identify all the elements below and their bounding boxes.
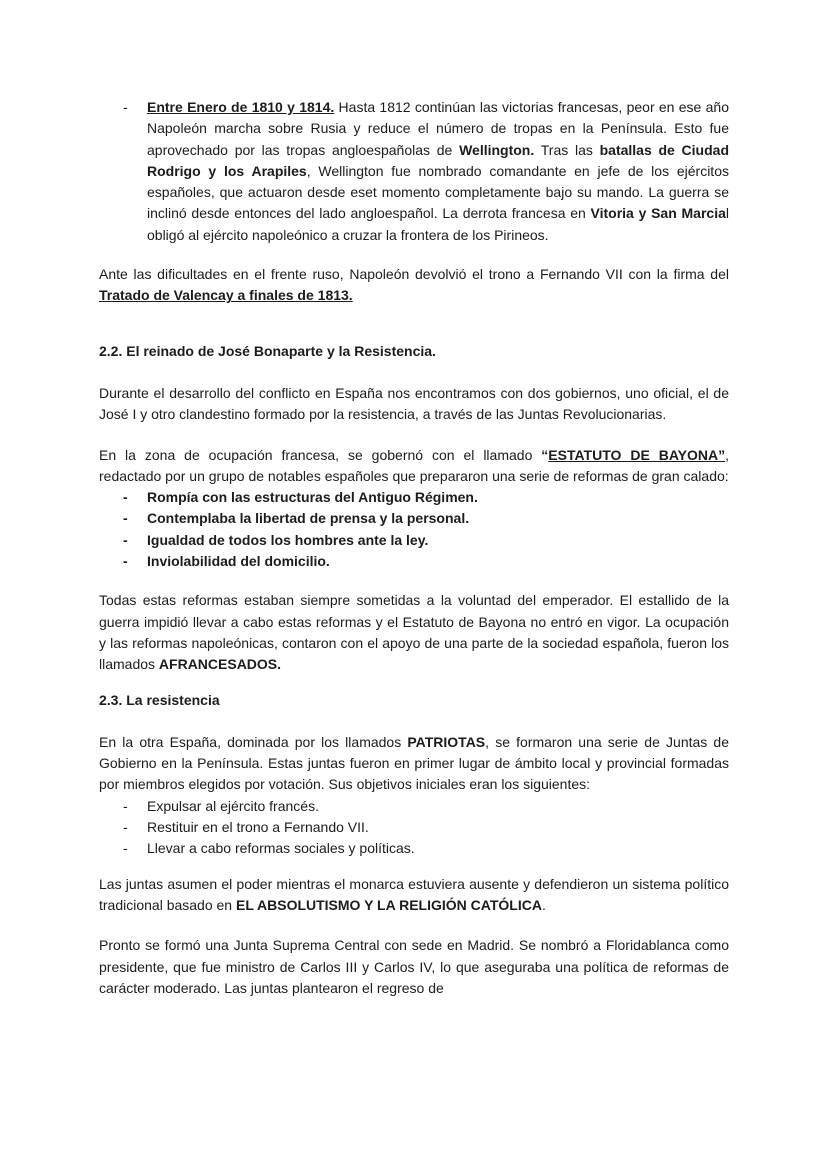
- bullet-item-1810-1814: [99, 97, 729, 246]
- list-item-contemplaba: [99, 508, 729, 529]
- paragraph-absolutismo: Las juntas asumen el poder mientras el monarca estuviera ausente y defendieron un sistema político tradicional basado en EL ABSOLUTISMO Y LA RELIGIÓN CATÓLICA.: [99, 875, 729, 913]
- bullet-text: Rompía con las estructuras del Antiguo Régimen.: [147, 489, 478, 506]
- paragraph-afrancesados: Todas estas reformas estaban siempre sometidas a la voluntad del emperador. El estallido de la guerra impidió llevar a cabo estas reformas y el Estatuto de Bayona no entró en vigor. La ocupación y las reformas napoleónicas, contaron con el apoyo de una parte de la sociedad española, fueron los llamados AFRANCESADOS.: [99, 592, 729, 673]
- bullet-text: Expulsar al ejército francés.: [147, 797, 319, 814]
- list-item-igualdad: [99, 530, 729, 551]
- list-item-llevar: [99, 838, 729, 859]
- bullet-dash: -: [123, 531, 128, 548]
- bullet-text: Contemplaba la libertad de prensa y la personal.: [147, 510, 470, 527]
- heading-2-2: 2.2. El reinado de José Bonaparte y la Resistencia.: [99, 342, 436, 359]
- paragraph-two-governments: Durante el desarrollo del conflicto en España nos encontramos con dos gobiernos, uno oficial, el de José I y otro clandestino formado por la resistencia, a través de las Juntas Revolucionarias.: [99, 384, 729, 423]
- heading-2-3: 2.3. La resistencia: [99, 691, 220, 708]
- bullet-dash: -: [123, 489, 128, 506]
- bullet-text: Restituir en el trono a Fernando VII.: [147, 819, 369, 836]
- list-juntas-goals: [99, 796, 729, 860]
- list-bayona-reforms: [99, 487, 729, 572]
- list-item-rompia: [99, 487, 729, 508]
- bullet-dash: -: [123, 819, 128, 836]
- paragraph-junta-suprema: Pronto se formó una Junta Suprema Central con sede en Madrid. Se nombró a Floridablanca como presidente, que fue ministro de Carlos III y Carlos IV, lo que aseguraba una política de reformas de carácter moderado. Las juntas plantearon el regreso de: [99, 937, 729, 996]
- paragraph-estatuto-bayona: En la zona de ocupación francesa, se gobernó con el llamado “ESTATUTO DE BAYONA”, redactado por un grupo de notables españoles que prepararon una serie de reformas de gran calado:: [99, 446, 729, 484]
- paragraph-patriotas: En la otra España, dominada por los llamados PATRIOTAS, se formaron una serie de Juntas de Gobierno en la Península. Estas juntas fueron en primer lugar de ámbito local y provincial formadas por miembros elegidos por votación. Sus objetivos iniciales eran los siguientes:: [99, 733, 729, 793]
- list-item-restituir: [99, 817, 729, 838]
- bullet-text: Igualdad de todos los hombres ante la ley.: [147, 531, 429, 548]
- paragraph-valencay: Ante las dificultades en el frente ruso, Napoleón devolvió el trono a Fernando VII con la firma del Tratado de Valencay a finales de 1813.: [99, 266, 729, 304]
- bullet-text: Entre Enero de 1810 y 1814. Hasta 1812 continúan las victorias francesas, peor en ese año Napoleón marcha sobre Rusia y reduce el número de tropas en la Península. Esto fue aprovechado por las tropas angloespañolas de Wellington. Tras las batallas de Ciudad Rodrigo y los Arapiles, Wellington fue nombrado comandante en jefe de los ejércitos españoles, que actuaron desde eset momento completamente bajo su mando. La guerra se inclinó desde entonces del lado angloespañol. La derrota francesa en Vitoria y San Marcial obligó al ejército napoleónico a cruzar la frontera de los Pirineos.: [147, 99, 730, 243]
- bullet-dash: -: [123, 840, 128, 857]
- bullet-dash: -: [123, 553, 128, 570]
- list-item-expulsar: [99, 796, 729, 817]
- list-item-inviolabilidad: [99, 551, 729, 572]
- bullet-dash: -: [123, 99, 128, 115]
- bullet-text: Llevar a cabo reformas sociales y políticas.: [147, 840, 415, 857]
- bullet-text: Inviolabilidad del domicilio.: [147, 553, 330, 570]
- bullet-dash: -: [123, 797, 128, 814]
- bullet-dash: -: [123, 510, 128, 527]
